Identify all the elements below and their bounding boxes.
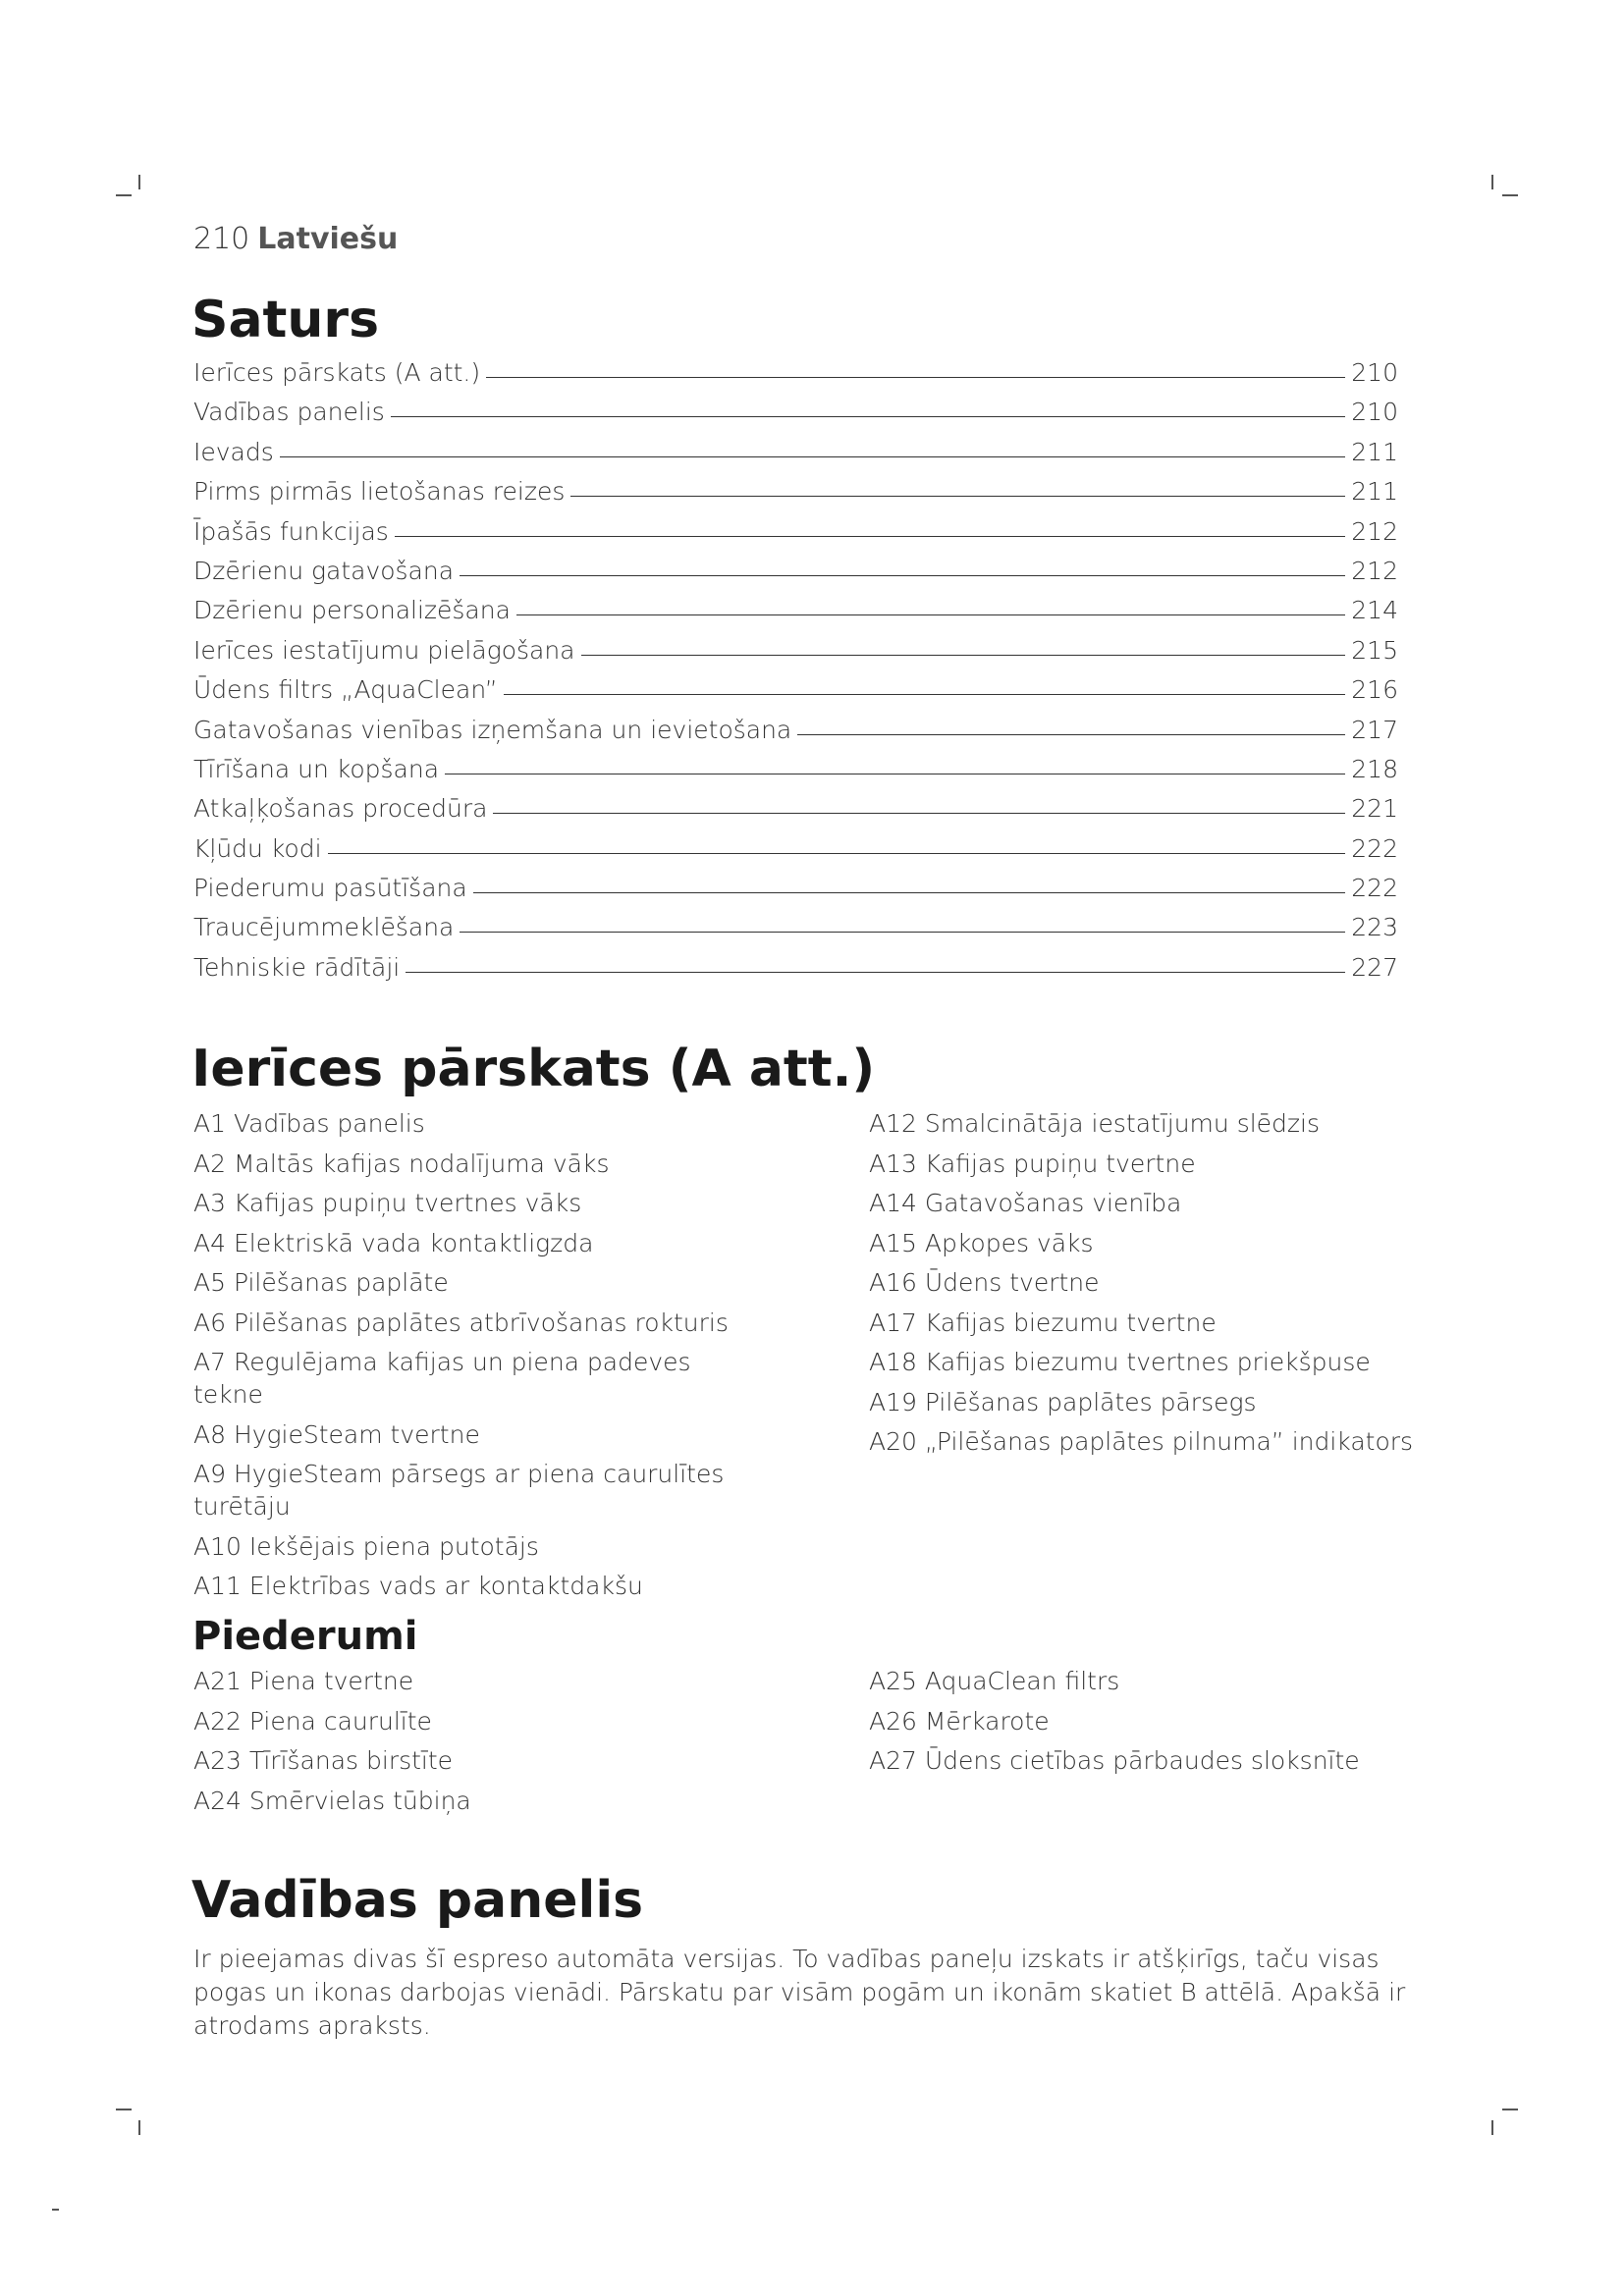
overview-item: A5 Pilēšanas paplāte — [193, 1268, 449, 1297]
toc-entry — [193, 636, 1398, 675]
accessory-item: A23 Tīrīšanas birstīte — [193, 1746, 454, 1775]
toc-entry — [193, 716, 1398, 755]
toc-entry — [193, 913, 1398, 952]
overview-item: A12 Smalcinātāja iestatījumu slēdzis — [869, 1109, 1321, 1138]
toc-entry-title: Tehniskie rādītāji — [193, 952, 401, 982]
toc-title: Saturs — [191, 291, 380, 349]
toc-entry-title: Piederumu pasūtīšana — [193, 874, 467, 903]
toc-entry-page: 221 — [1351, 794, 1398, 824]
overview-item: A11 Elektrības vads ar kontaktdakšu — [193, 1572, 643, 1600]
accessory-item: A22 Piena caurulīte — [193, 1706, 432, 1735]
toc-leader-line — [473, 892, 1346, 893]
overview-item: A1 Vadības panelis — [193, 1109, 425, 1138]
table-of-contents — [193, 358, 1398, 992]
toc-entry-page: 212 — [1351, 556, 1398, 585]
toc-leader-line — [391, 416, 1345, 417]
crop-mark-top-right — [1502, 194, 1518, 196]
accessory-item: A27 Ūdens cietības pārbaudes sloksnīte — [869, 1746, 1360, 1775]
toc-leader-line — [516, 614, 1345, 615]
toc-leader-line — [570, 496, 1345, 497]
toc-entry — [193, 438, 1398, 477]
toc-entry-title: Gatavošanas vienības izņemšana un ievietošana — [193, 715, 792, 744]
toc-entry-page: 211 — [1351, 477, 1398, 507]
overview-item: A14 Gatavošanas vienība — [869, 1189, 1182, 1217]
overview-item: A6 Pilēšanas paplātes atbrīvošanas rokturis — [193, 1308, 729, 1337]
overview-item: A16 Ūdens tvertne — [869, 1268, 1100, 1297]
toc-entry-page: 211 — [1351, 437, 1398, 466]
toc-entry-title: Ierīces iestatījumu pielāgošana — [193, 635, 575, 665]
crop-mark-edge-left — [52, 2209, 59, 2211]
overview-item: A20 „Pilēšanas paplātes pilnuma” indikators — [869, 1427, 1414, 1456]
toc-entry-title: Pirms pirmās lietošanas reizes — [193, 477, 566, 507]
crop-mark-top-left-tick — [138, 175, 140, 189]
toc-entry — [193, 596, 1398, 635]
toc-entry-title: Ievads — [193, 437, 274, 466]
toc-leader-line — [460, 932, 1345, 933]
overview-item: A15 Apkopes vāks — [869, 1228, 1094, 1257]
overview-item: A10 Iekšējais piena putotājs — [193, 1531, 539, 1561]
toc-entry-title: Ūdens filtrs „AquaClean” — [193, 675, 498, 705]
toc-entry-page: 210 — [1351, 358, 1398, 387]
accessories-right-list — [869, 1665, 1419, 1785]
accessories-title: Piederumi — [192, 1614, 418, 1659]
toc-entry — [193, 557, 1398, 596]
overview-item: A8 HygieSteam tvertne — [193, 1419, 480, 1449]
toc-entry-page: 217 — [1351, 715, 1398, 744]
toc-entry — [193, 794, 1398, 833]
crop-mark-bottom-right-tick — [1491, 2120, 1493, 2135]
toc-entry — [193, 834, 1398, 874]
toc-entry-page: 222 — [1351, 833, 1398, 863]
toc-entry — [193, 358, 1398, 398]
toc-entry-title: Atkaļķošanas procedūra — [193, 794, 488, 824]
toc-entry — [193, 398, 1398, 437]
toc-entry — [193, 755, 1398, 794]
overview-item: A18 Kafijas biezumu tvertnes priekšpuse — [869, 1348, 1371, 1376]
toc-entry-page: 212 — [1351, 516, 1398, 546]
toc-entry — [193, 517, 1398, 557]
toc-entry-title: Dzērienu gatavošana — [193, 556, 455, 585]
control-panel-paragraph: Ir pieejamas divas šī espreso automāta versijas. To vadības paneļu izskats ir atšķirīgs, taču visas pogas un ikonas darbojas vienādi. Pārskatu par visām pogām un ikonām skatiet B attēlā. Apakšā ir atrodams apraksts. — [193, 1945, 1406, 2040]
toc-leader-line — [504, 694, 1346, 695]
toc-entry — [193, 874, 1398, 913]
toc-leader-line — [460, 575, 1345, 576]
crop-mark-bottom-left — [116, 2109, 132, 2110]
toc-entry-page: 210 — [1351, 398, 1398, 427]
accessories-left-list — [193, 1665, 763, 1824]
toc-entry-page: 215 — [1351, 635, 1398, 665]
toc-entry-title: Ierīces pārskats (A att.) — [193, 358, 481, 387]
page-header — [193, 222, 398, 256]
toc-leader-line — [797, 734, 1345, 735]
control-panel-title: Vadības panelis — [191, 1871, 644, 1930]
overview-item: A17 Kafijas biezumu tvertne — [869, 1308, 1217, 1337]
toc-entry — [193, 477, 1398, 516]
overview-right-list — [869, 1107, 1419, 1466]
toc-entry-page: 214 — [1351, 596, 1398, 625]
accessory-item: A25 AquaClean filtrs — [869, 1667, 1120, 1695]
toc-entry-title: Dzērienu personalizēšana — [193, 596, 511, 625]
toc-entry-page: 227 — [1351, 952, 1398, 982]
toc-entry — [193, 953, 1398, 992]
toc-entry — [193, 675, 1398, 715]
toc-entry-title: Īpašās funkcijas — [193, 516, 389, 546]
crop-mark-top-left — [116, 194, 132, 196]
toc-entry-page: 222 — [1351, 874, 1398, 903]
accessory-item: A26 Mērkarote — [869, 1706, 1050, 1735]
toc-leader-line — [280, 456, 1346, 457]
crop-mark-bottom-right — [1502, 2109, 1518, 2110]
crop-mark-bottom-left-tick — [138, 2120, 140, 2135]
toc-leader-line — [486, 377, 1345, 378]
toc-leader-line — [328, 853, 1346, 854]
overview-left-list — [193, 1107, 763, 1610]
overview-title: Ierīces pārskats (A att.) — [191, 1040, 876, 1098]
accessory-item: A21 Piena tvertne — [193, 1667, 414, 1695]
overview-item: A19 Pilēšanas paplātes pārsegs — [869, 1387, 1257, 1416]
toc-entry-page: 216 — [1351, 675, 1398, 705]
toc-leader-line — [581, 655, 1346, 656]
toc-entry-page: 218 — [1351, 754, 1398, 783]
overview-item: A2 Maltās kafijas nodalījuma vāks — [193, 1148, 610, 1178]
crop-mark-top-right-tick — [1491, 175, 1493, 189]
toc-leader-line — [406, 972, 1345, 973]
toc-entry-page: 223 — [1351, 913, 1398, 942]
toc-leader-line — [395, 536, 1345, 537]
toc-entry-title: Kļūdu kodi — [193, 833, 322, 863]
toc-leader-line — [493, 813, 1345, 814]
toc-entry-title: Tīrīšana un kopšana — [193, 754, 440, 783]
page-number: 210 — [193, 222, 250, 256]
overview-item: A7 Regulējama kafijas un piena padeves tekne — [193, 1348, 691, 1409]
overview-item: A3 Kafijas pupiņu tvertnes vāks — [193, 1189, 582, 1217]
overview-item: A4 Elektriskā vada kontaktligzda — [193, 1228, 594, 1257]
overview-item: A9 HygieSteam pārsegs ar piena caurulītes turētāju — [193, 1460, 725, 1521]
overview-item: A13 Kafijas pupiņu tvertne — [869, 1148, 1196, 1178]
toc-entry-title: Vadības panelis — [193, 398, 385, 427]
accessory-item: A24 Smērvielas tūbiņa — [193, 1786, 471, 1815]
page-language: Latviešu — [257, 222, 399, 256]
toc-entry-title: Traucējummeklēšana — [193, 913, 455, 942]
